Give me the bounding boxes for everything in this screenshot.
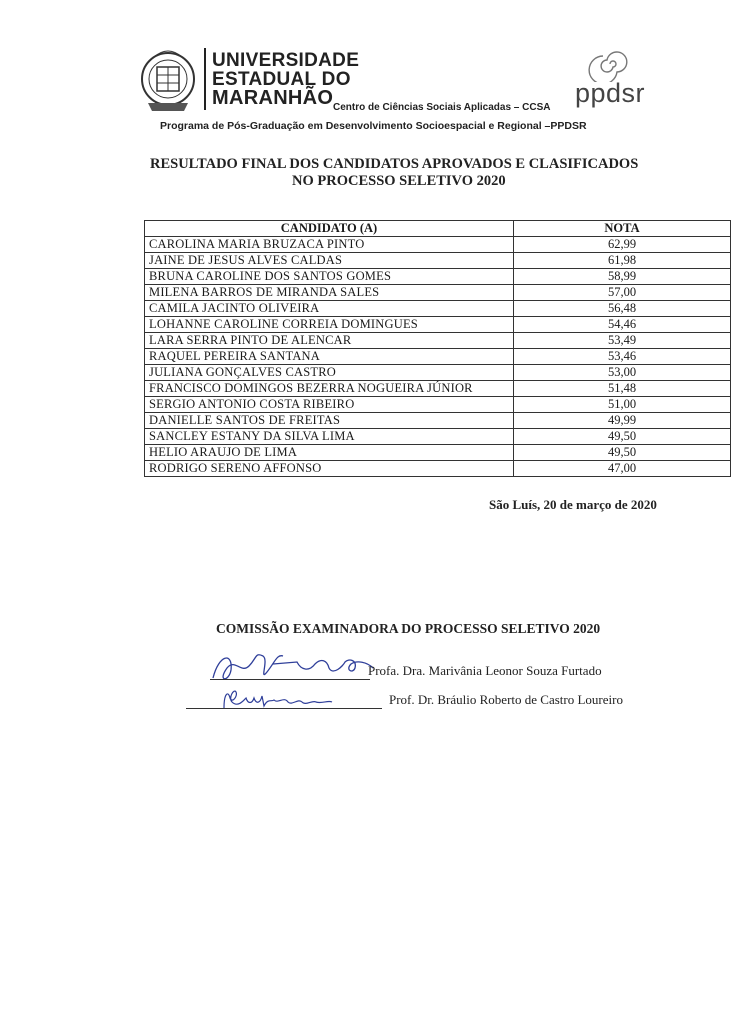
candidate-name: RODRIGO SERENO AFFONSO — [145, 461, 514, 477]
candidate-name: LOHANNE CAROLINE CORREIA DOMINGUES — [145, 317, 514, 333]
university-name-line-1: UNIVERSIDADE — [212, 50, 360, 71]
results-table — [144, 220, 731, 477]
candidate-grade: 53,49 — [514, 333, 731, 349]
table-row — [145, 301, 731, 317]
program-name: Programa de Pós-Graduação em Desenvolvimento Socioespacial e Regional –PPDSR — [160, 120, 587, 132]
table-row — [145, 333, 731, 349]
university-name-line-3: MARANHÃO — [212, 87, 334, 109]
candidate-name: HELIO ARAUJO DE LIMA — [145, 445, 514, 461]
candidate-name: BRUNA CAROLINE DOS SANTOS GOMES — [145, 269, 514, 285]
candidate-name: JULIANA GONÇALVES CASTRO — [145, 365, 514, 381]
document-title-line-2: NO PROCESSO SELETIVO 2020 — [292, 173, 506, 189]
table-row — [145, 269, 731, 285]
table-row — [145, 381, 731, 397]
document-title-line-1: RESULTADO FINAL DOS CANDIDATOS APROVADOS E CLASIFICADOS — [150, 156, 639, 172]
candidate-grade: 53,46 — [514, 349, 731, 365]
candidate-name: CAMILA JACINTO OLIVEIRA — [145, 301, 514, 317]
column-header-grade: NOTA — [514, 221, 731, 237]
candidate-grade: 58,99 — [514, 269, 731, 285]
logo-divider — [204, 48, 206, 110]
center-name: Centro de Ciências Sociais Aplicadas – CCSA — [333, 102, 551, 113]
table-row — [145, 253, 731, 269]
date-line: São Luís, 20 de março de 2020 — [489, 497, 657, 512]
table-row — [145, 237, 731, 253]
candidate-grade: 49,50 — [514, 429, 731, 445]
candidate-grade: 49,50 — [514, 445, 731, 461]
candidate-name: DANIELLE SANTOS DE FREITAS — [145, 413, 514, 429]
candidate-name: MILENA BARROS DE MIRANDA SALES — [145, 285, 514, 301]
column-header-candidate: CANDIDATO (A) — [145, 221, 514, 237]
table-row — [145, 317, 731, 333]
university-name-line-2: ESTADUAL DO — [212, 69, 351, 90]
candidate-name: RAQUEL PEREIRA SANTANA — [145, 349, 514, 365]
ppdsr-swirl-icon — [588, 46, 632, 82]
candidate-grade: 49,99 — [514, 413, 731, 429]
table-header-row — [145, 221, 731, 237]
candidate-name: LARA SERRA PINTO DE ALENCAR — [145, 333, 514, 349]
signature-1-handwritten — [205, 648, 380, 688]
commission-title: COMISSÃO EXAMINADORA DO PROCESSO SELETIVO 2020 — [216, 621, 601, 636]
signature-line-2 — [186, 708, 382, 709]
table-row — [145, 429, 731, 445]
table-row — [145, 461, 731, 477]
table-row — [145, 285, 731, 301]
university-seal-icon — [140, 45, 196, 117]
candidate-grade: 47,00 — [514, 461, 731, 477]
ppdsr-logo: ppdsr — [575, 78, 646, 108]
candidate-name: FRANCISCO DOMINGOS BEZERRA NOGUEIRA JÚNIOR — [145, 381, 514, 397]
candidate-name: CAROLINA MARIA BRUZACA PINTO — [145, 237, 514, 253]
signature-2-handwritten — [218, 684, 338, 714]
candidate-name: JAINE DE JESUS ALVES CALDAS — [145, 253, 514, 269]
table-row — [145, 349, 731, 365]
examiner-name-2: Prof. Dr. Bráulio Roberto de Castro Loureiro — [389, 692, 623, 707]
candidate-name: SANCLEY ESTANY DA SILVA LIMA — [145, 429, 514, 445]
candidate-name: SERGIO ANTONIO COSTA RIBEIRO — [145, 397, 514, 413]
table-row — [145, 445, 731, 461]
examiner-name-1: Profa. Dra. Marivânia Leonor Souza Furtado — [368, 663, 602, 678]
table-row — [145, 397, 731, 413]
candidate-grade: 54,46 — [514, 317, 731, 333]
signature-line-1 — [210, 679, 370, 680]
candidate-grade: 61,98 — [514, 253, 731, 269]
candidate-grade: 62,99 — [514, 237, 731, 253]
candidate-grade: 53,00 — [514, 365, 731, 381]
candidate-grade: 51,00 — [514, 397, 731, 413]
table-row — [145, 413, 731, 429]
candidate-grade: 51,48 — [514, 381, 731, 397]
table-row — [145, 365, 731, 381]
candidate-grade: 56,48 — [514, 301, 731, 317]
results-body — [145, 237, 731, 477]
candidate-grade: 57,00 — [514, 285, 731, 301]
